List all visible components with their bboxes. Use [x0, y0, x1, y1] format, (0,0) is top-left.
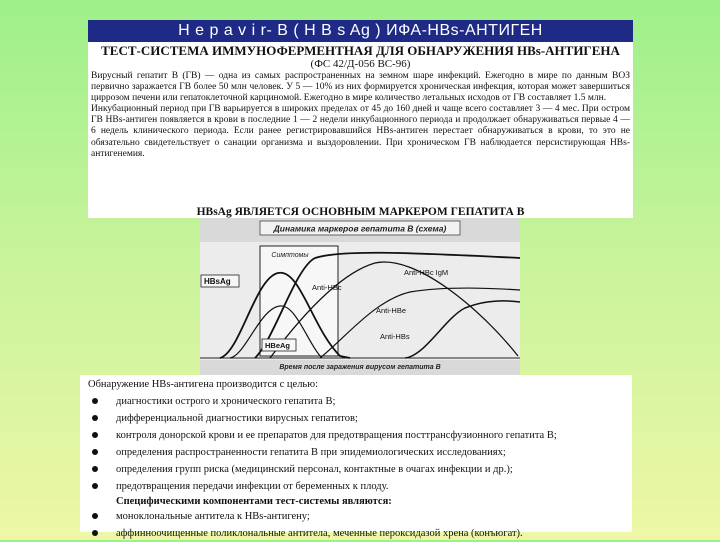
list-item: аффинноочищенные поликлональные антитела, меченные пероксидазой хрена (конъюгат). [88, 525, 624, 542]
document-heading: ТЕСТ-СИСТЕМА ИММУНОФЕРМЕНТНАЯ ДЛЯ ОБНАРУЖЕНИЯ HBs-АНТИГЕНА [101, 43, 620, 58]
purpose-intro: Обнаружение HBs-антигена производится с целью: [88, 379, 318, 390]
list-item: дифференциальной диагностики вирусных гепатитов; [88, 410, 624, 427]
figure-title: Динамика маркеров гепатита В (схема) [273, 223, 447, 234]
markers-diagram [200, 218, 520, 375]
hbsag-label: HBsAg [204, 277, 231, 286]
hbeag-label: HBeAg [265, 341, 291, 350]
bullet-icon [92, 415, 98, 421]
paragraph-incubation: Инкубационный период при ГВ варьируется в широких пределах от 45 до 160 дней и чаще всего составляет 3 — 4 мес. При остром ГВ HBs-антиген появляется в крови в последние 1 — 2 недели инкубационного периода и продолжает обнаруживаться первые 4 — 6 недель клинического периода. Если ранее регистрировавшийся HBs-антиген перестает обнаруживаться в крови, то это не обязательно свидетельствует о санации организма и выздоровлении. При хроническом ГВ наблюдается персистирующая HBs-антигенемия. [91, 104, 630, 159]
list-item: определения распространенности гепатита В при эпидемиологических исследованиях; [88, 444, 624, 461]
list-item: предотвращения передачи инфекции от беременных к плоду. [88, 478, 624, 495]
components-list [88, 508, 624, 542]
list-item: диагностики острого и хронического гепатита В; [88, 393, 624, 410]
symptoms-label: Симптомы [271, 252, 309, 259]
plot-area [200, 242, 520, 360]
list-item: моноклональные антитела к HBs-антигену; [88, 508, 624, 525]
hepatitis-markers-figure [200, 218, 520, 375]
bullet-icon [92, 530, 98, 536]
bullet-icon [92, 449, 98, 455]
slide-title: H e p a v i r- B ( H B s Ag ) ИФА-HBs-АНТИГЕН [88, 20, 633, 42]
bullet-icon [92, 513, 98, 519]
bullet-icon [92, 466, 98, 472]
paragraph-epidemiology: Вирусный гепатит В (ГВ) — одна из самых распространенных на земном шаре инфекций. Ежегодно в мире по данным ВОЗ первично заражается ГВ более 50 млн человек. У 5 — 10% из них формируется хроническая инфекция, которая может завершиться циррозом печени или гепатоклеточной карциномой. Ежегодно в мире количество летальных исходов от ГВ составляет 1.5 млн. [91, 71, 630, 104]
anti-hbc-label: Anti-HBc [312, 283, 342, 292]
bullet-icon [92, 398, 98, 404]
x-axis-label: Время после заражения вирусом гепатита В [279, 364, 441, 371]
marker-subheading: HBsAg ЯВЛЯЕТСЯ ОСНОВНЫМ МАРКЕРОМ ГЕПАТИТА В [196, 206, 525, 218]
list-item: контроля донорской крови и ее препаратов для предотвращения посттрансфузионного гепатита В; [88, 427, 624, 444]
anti-hbc-igm-label: Anti-HBc IgM [404, 268, 449, 277]
list-item: определения групп риска (медицинский персонал, контактные в очагах инфекции и др.); [88, 461, 624, 478]
fs-code: (ФС 42/Д-056 ВС-96) [310, 58, 411, 70]
components-heading: Специфическими компонентами тест-системы являются: [116, 496, 392, 507]
anti-hbs-label: Anti-HBs [380, 332, 410, 341]
purpose-list [88, 393, 624, 495]
document-page-top [88, 42, 633, 218]
document-page-bottom [80, 375, 632, 539]
bullet-icon [92, 432, 98, 438]
anti-hbe-label: Anti-HBe [376, 306, 407, 315]
bullet-icon [92, 483, 98, 489]
